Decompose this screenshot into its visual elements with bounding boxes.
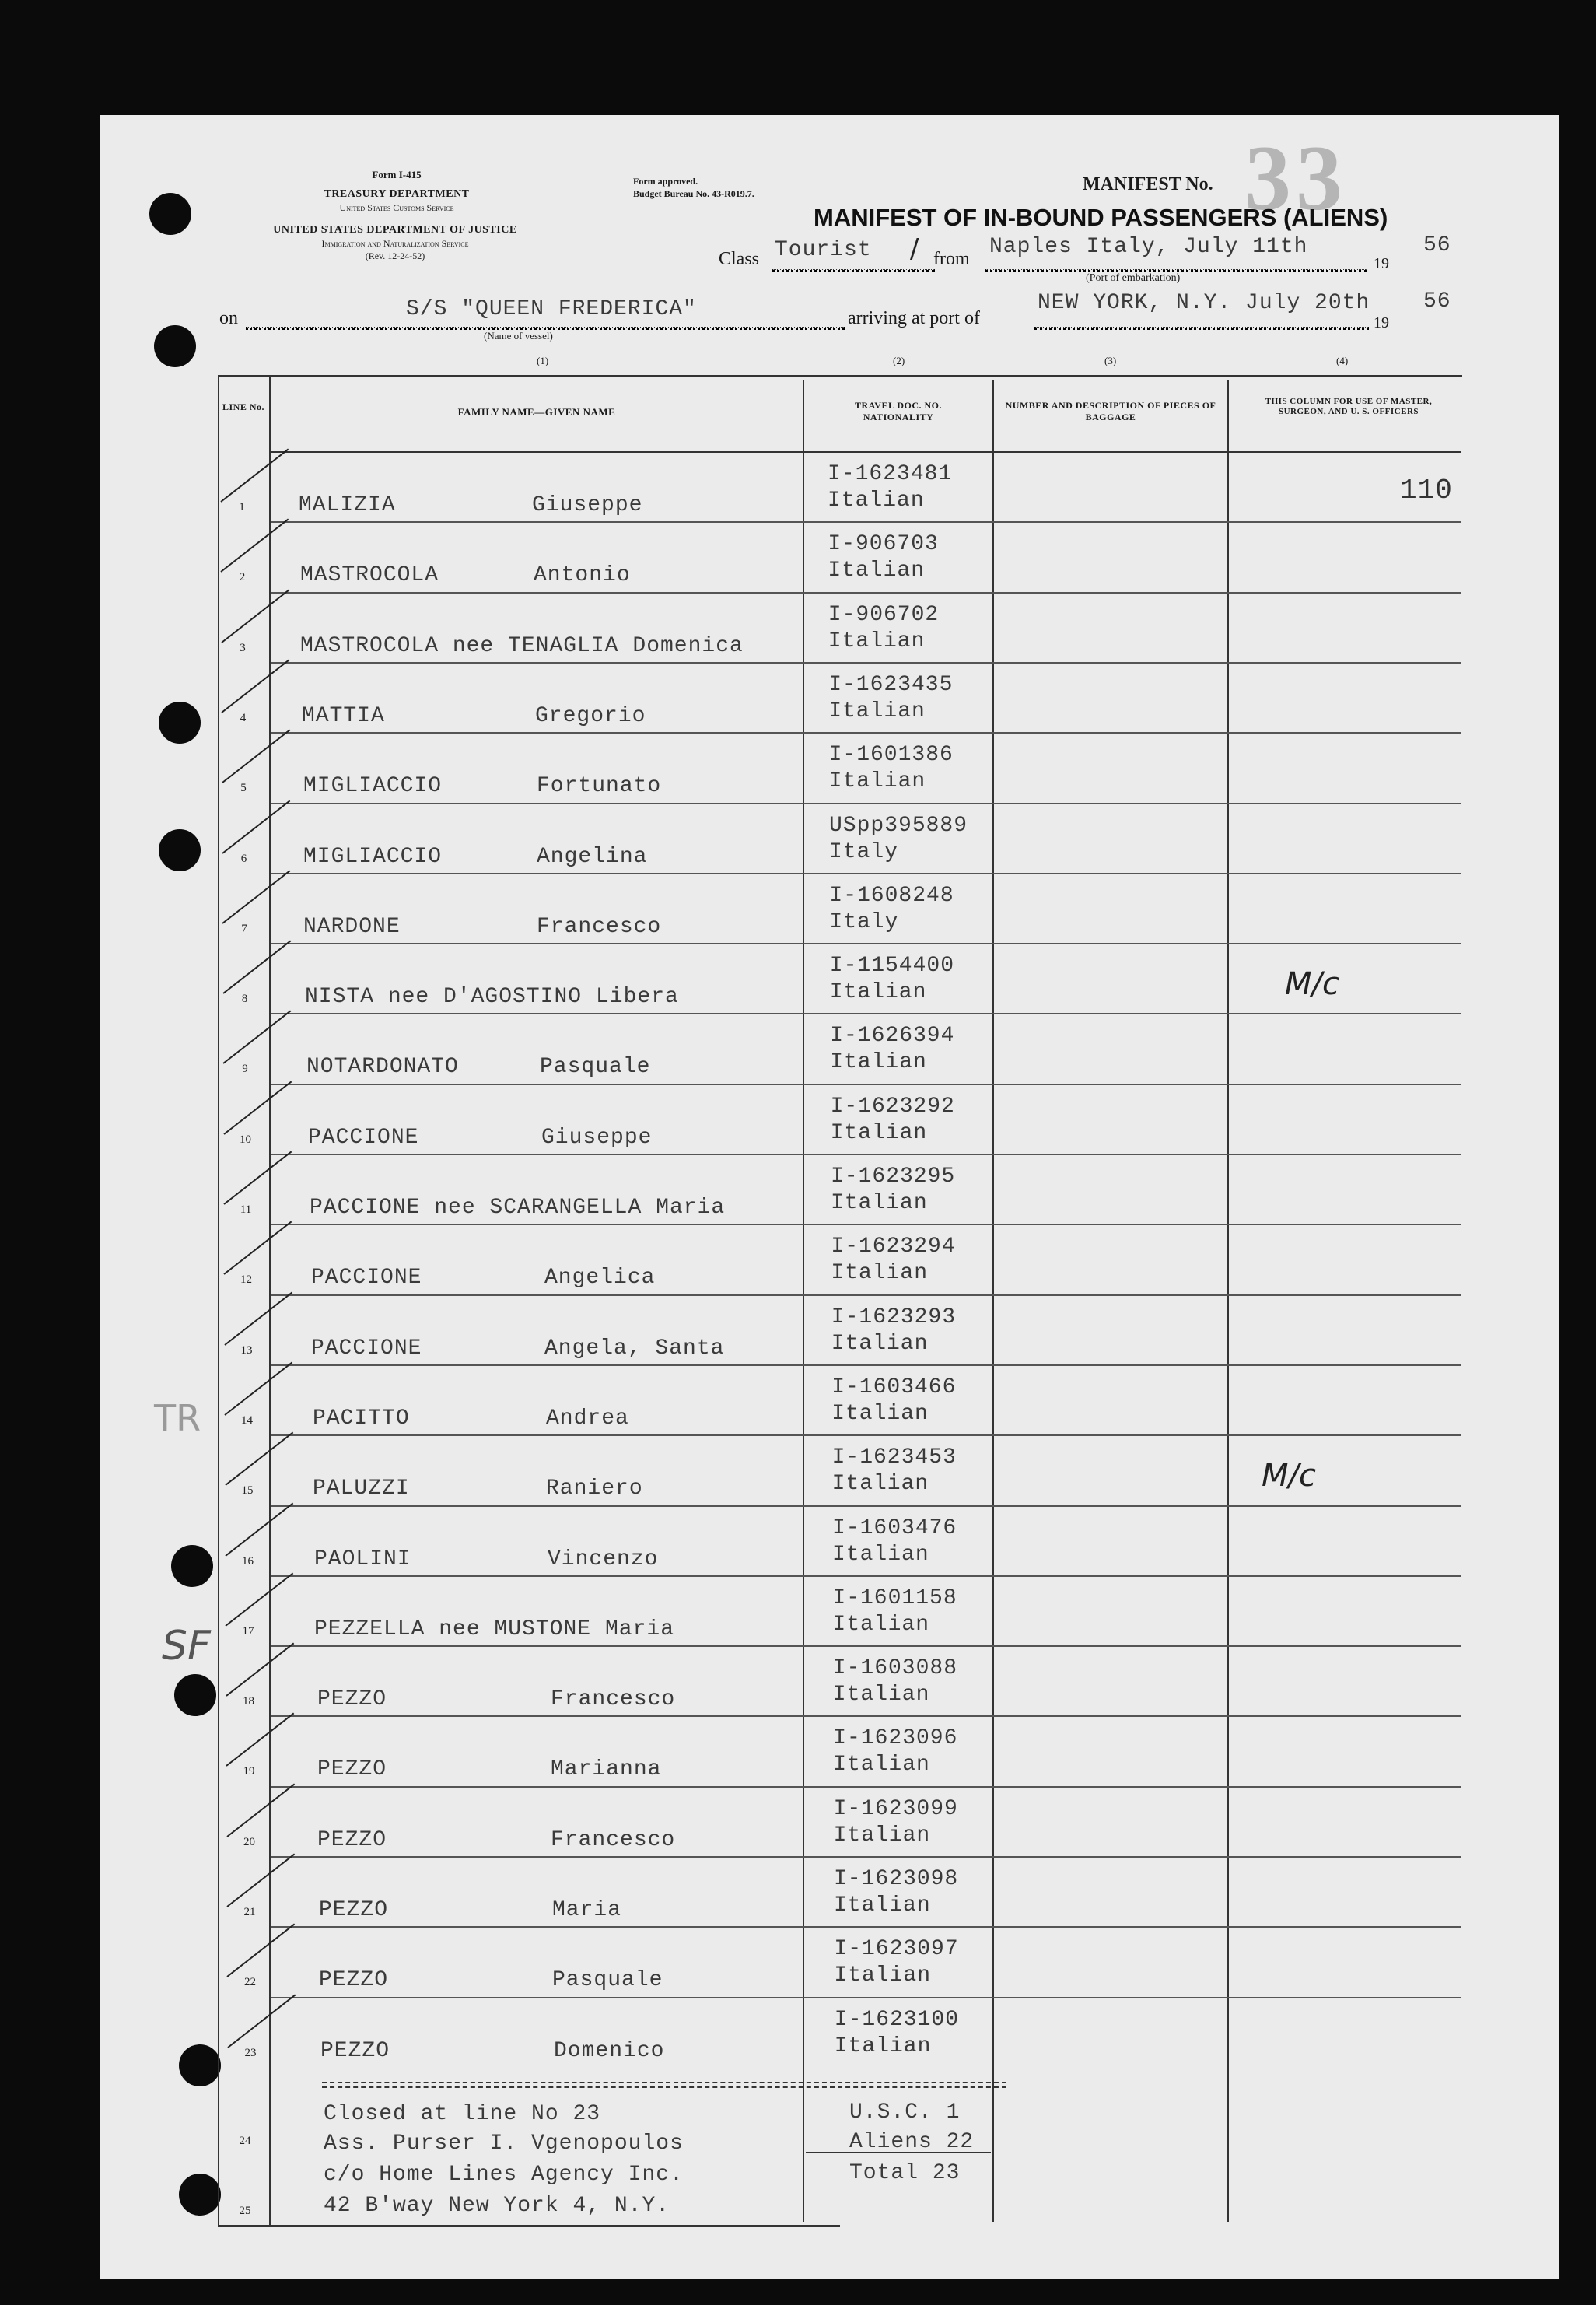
line-number: 8 — [241, 993, 248, 1006]
row-divider — [271, 1575, 1461, 1577]
from-label: from — [933, 249, 970, 269]
customs-service: United States Customs Service — [339, 202, 454, 213]
travel-doc-number: I-1603476 — [832, 1515, 957, 1540]
travel-doc-number: I-906703 — [828, 532, 939, 557]
travel-doc-number: I-1601158 — [832, 1585, 957, 1610]
row-divider — [271, 1364, 1461, 1366]
family-name: MIGLIACCIO — [303, 774, 443, 799]
family-name: PAOLINI — [314, 1547, 411, 1571]
given-name: Giuseppe — [532, 493, 643, 517]
line-number: 7 — [241, 922, 247, 935]
officer-note: 110 — [1400, 475, 1453, 506]
col-num-1: (1) — [537, 355, 549, 366]
travel-doc-number: I-1623292 — [830, 1094, 955, 1119]
year-2: 56 — [1423, 289, 1451, 314]
vessel-label: (Name of vessel) — [484, 330, 553, 342]
travel-doc-number: I-1623481 — [828, 462, 953, 486]
nationality: Italy — [829, 909, 899, 934]
punch-hole — [179, 2174, 221, 2216]
nationality: Italian — [832, 1683, 930, 1708]
given-name: Domenica — [632, 633, 744, 658]
travel-doc-number: I-1154400 — [829, 954, 955, 979]
nationality: Italian — [834, 1893, 931, 1918]
row-divider — [271, 1715, 1461, 1717]
family-name: NARDONE — [303, 914, 401, 939]
row-divider — [271, 1434, 1461, 1436]
nationality: Italian — [828, 489, 925, 513]
line-number: 9 — [242, 1063, 248, 1076]
line-number: 3 — [240, 641, 246, 654]
header-travel-doc: TRAVEL DOC. NO. NATIONALITY — [855, 400, 942, 422]
family-name: MALIZIA — [299, 493, 396, 517]
form-revision: (Rev. 12-24-52) — [365, 250, 425, 261]
travel-doc-number: I-1623099 — [833, 1796, 958, 1821]
year-prefix-2: 19 — [1374, 314, 1389, 331]
line-number: 4 — [240, 711, 247, 724]
col-num-4: (4) — [1336, 355, 1349, 366]
margin-note-sf: SF — [162, 1623, 211, 1669]
row-divider — [271, 943, 1461, 944]
line-number: 12 — [240, 1273, 252, 1287]
nationality: Italian — [832, 1612, 930, 1637]
header-name: FAMILY NAME—GIVEN NAME — [457, 406, 616, 418]
nationality: Italian — [828, 629, 926, 653]
travel-doc-number: I-1601386 — [828, 743, 954, 768]
purser-name: Ass. Purser I. Vgenopoulos — [324, 2132, 684, 2156]
row-divider — [271, 1856, 1461, 1858]
port-embarkation-label: (Port of embarkation) — [1086, 272, 1181, 284]
family-name: NOTARDONATO — [306, 1055, 459, 1080]
row-divider — [271, 1294, 1461, 1296]
family-name: PEZZO — [317, 1757, 387, 1782]
total-count: Total 23 — [849, 2161, 961, 2185]
line-number: 17 — [242, 1624, 254, 1638]
given-name: Fortunato — [537, 774, 662, 799]
nationality: Italian — [830, 1050, 927, 1075]
class-label: Class — [719, 249, 760, 269]
given-name: Raniero — [546, 1477, 643, 1501]
nationality: Italian — [829, 980, 927, 1005]
given-name: Domenico — [554, 2038, 665, 2063]
given-name: Marianna — [551, 1757, 662, 1782]
manifest-title: MANIFEST OF IN-BOUND PASSENGERS (ALIENS) — [814, 204, 1388, 231]
line-number: 1 — [239, 501, 245, 513]
row-divider — [271, 521, 1461, 523]
punch-hole — [179, 2044, 221, 2086]
given-name: Libera — [596, 985, 679, 1010]
form-number: Form I-415 — [372, 169, 422, 180]
slash-mark: / — [910, 233, 919, 264]
arriving-label: arriving at port of — [848, 308, 980, 328]
row-divider — [271, 1505, 1461, 1507]
header-officers: THIS COLUMN FOR USE OF MASTER, SURGEON, AND U. S. OFFICERS — [1265, 397, 1433, 416]
on-label: on — [219, 308, 238, 328]
row-divider — [271, 873, 1461, 874]
line-number: 6 — [240, 852, 247, 865]
line-number: 19 — [243, 1765, 255, 1778]
row-divider — [271, 592, 1461, 594]
line-number: 15 — [241, 1484, 254, 1498]
given-name: Maria — [552, 1898, 622, 1922]
line-number: 10 — [240, 1133, 251, 1146]
family-name: PEZZO — [319, 1898, 389, 1922]
given-name: Pasquale — [552, 1968, 663, 1993]
agency-address: 42 B'way New York 4, N.Y. — [324, 2194, 670, 2218]
family-name: PACCIONE — [311, 1336, 422, 1361]
travel-doc-number: I-1623294 — [831, 1235, 956, 1259]
given-name: Giuseppe — [541, 1125, 653, 1150]
line-number: 20 — [243, 1835, 255, 1848]
given-name: Pasquale — [540, 1055, 651, 1080]
given-name: Vincenzo — [548, 1547, 659, 1571]
row-divider — [271, 1786, 1461, 1788]
given-name: Francesco — [551, 1687, 676, 1712]
travel-doc-number: I-906702 — [828, 602, 940, 627]
officer-note: M/c — [1262, 1458, 1316, 1494]
row-divider — [271, 1645, 1461, 1647]
from-value: Naples Italy, July 11th — [989, 235, 1308, 259]
treasury-dept: TREASURY DEPARTMENT — [324, 188, 470, 200]
manifest-number: 33 — [1244, 126, 1347, 229]
travel-doc-number: I-1623096 — [833, 1726, 958, 1751]
nationality: Italian — [834, 2034, 932, 2058]
arrival-value: NEW YORK, N.Y. July 20th — [1038, 291, 1370, 315]
family-name: PEZZELLA nee MUSTONE — [314, 1617, 592, 1641]
given-name: Andrea — [546, 1406, 629, 1431]
officer-note: M/c — [1285, 966, 1339, 1003]
nationality: Italian — [831, 1191, 928, 1215]
row-divider — [271, 1154, 1461, 1155]
travel-doc-number: I-1623097 — [834, 1937, 959, 1962]
family-name: PACCIONE — [311, 1266, 422, 1291]
aliens-count: Aliens 22 — [849, 2130, 975, 2154]
header-baggage: NUMBER AND DESCRIPTION OF PIECES OF BAGGAGE — [1005, 400, 1216, 422]
line-no-24: 24 — [239, 2135, 251, 2147]
row-divider — [271, 662, 1461, 664]
class-value: Tourist — [775, 238, 872, 262]
nationality: Italian — [834, 1963, 932, 1988]
agency-name: c/o Home Lines Agency Inc. — [324, 2163, 684, 2187]
usc-count: U.S.C. 1 — [849, 2100, 961, 2125]
row-divider — [271, 803, 1461, 804]
row-divider — [271, 1997, 1461, 1998]
line-number: 16 — [242, 1554, 254, 1568]
given-name: Angela, Santa — [544, 1336, 725, 1361]
travel-doc-number: I-1623100 — [834, 2007, 960, 2032]
punch-hole — [159, 702, 201, 744]
travel-doc-number: I-1623295 — [831, 1165, 956, 1189]
nationality: Italian — [831, 1472, 929, 1497]
nationality: Italian — [831, 1331, 929, 1356]
line-number: 22 — [244, 1976, 256, 1989]
nationality: Italian — [833, 1753, 930, 1778]
row-divider — [271, 1224, 1461, 1225]
manifest-no-label: MANIFEST No. — [1083, 174, 1213, 194]
family-name: PEZZO — [317, 1827, 387, 1852]
given-name: Angelica — [544, 1266, 656, 1291]
travel-doc-number: I-1623293 — [831, 1305, 957, 1329]
nationality: Italian — [828, 559, 926, 583]
col-num-3: (3) — [1104, 355, 1117, 366]
nationality: Italian — [828, 699, 926, 723]
travel-doc-number: I-1608248 — [829, 883, 954, 908]
line-number: 23 — [244, 2046, 257, 2059]
family-name: PEZZO — [319, 1968, 389, 1993]
travel-doc-number: I-1623435 — [828, 672, 954, 697]
travel-doc-number: I-1626394 — [830, 1024, 955, 1049]
travel-doc-number: USpp395889 — [829, 813, 968, 838]
given-name: Maria — [656, 1196, 726, 1220]
row-divider — [271, 732, 1461, 734]
budget-bureau: Budget Bureau No. 43-R019.7. — [633, 188, 754, 199]
family-name: PEZZO — [317, 1687, 387, 1712]
line-number: 18 — [243, 1695, 254, 1708]
given-name: Gregorio — [535, 703, 646, 728]
travel-doc-number: I-1623453 — [831, 1445, 957, 1470]
col-num-2: (2) — [893, 355, 905, 366]
punch-hole — [149, 193, 191, 235]
row-divider — [271, 1084, 1461, 1085]
family-name: MIGLIACCIO — [303, 844, 443, 869]
form-approved: Form approved. — [633, 176, 698, 187]
nationality: Italian — [833, 1823, 931, 1848]
given-name: Angelina — [537, 844, 648, 869]
travel-doc-number: I-1623098 — [834, 1867, 959, 1891]
nationality: Italian — [832, 1542, 929, 1567]
punch-hole — [154, 325, 196, 367]
nationality: Italian — [828, 769, 926, 794]
header-line-no: LINE No. — [222, 401, 264, 412]
given-name: Francesco — [551, 1827, 676, 1852]
line-number: 5 — [240, 782, 247, 795]
punch-hole — [174, 1674, 216, 1716]
year-prefix-1: 19 — [1374, 255, 1389, 272]
closed-at-line: Closed at line No 23 — [324, 2102, 601, 2126]
year-1: 56 — [1423, 233, 1451, 257]
family-name: PALUZZI — [313, 1477, 410, 1501]
ins-service: Immigration and Naturalization Service — [321, 238, 469, 249]
nationality: Italian — [831, 1401, 929, 1426]
line-number: 2 — [239, 571, 246, 584]
family-name: PACCIONE — [308, 1125, 419, 1150]
travel-doc-number: I-1603466 — [831, 1375, 957, 1399]
line-number: 13 — [240, 1343, 253, 1357]
justice-dept: UNITED STATES DEPARTMENT OF JUSTICE — [273, 224, 517, 236]
margin-note-tr: TR — [154, 1397, 201, 1439]
vessel-name: S/S "QUEEN FREDERICA" — [406, 297, 697, 321]
line-no-25: 25 — [239, 2205, 251, 2217]
line-number: 21 — [243, 1906, 256, 1918]
family-name: MASTROCOLA — [300, 563, 439, 588]
family-name: MATTIA — [302, 703, 385, 728]
family-name: PACITTO — [313, 1406, 410, 1431]
nationality: Italy — [829, 839, 899, 864]
punch-hole — [171, 1545, 213, 1587]
line-number: 11 — [240, 1203, 252, 1216]
travel-doc-number: I-1603088 — [832, 1656, 958, 1681]
family-name: NISTA nee D'AGOSTINO — [305, 985, 583, 1010]
given-name: Francesco — [537, 914, 662, 939]
row-divider — [271, 1926, 1461, 1928]
family-name: PEZZO — [320, 2038, 390, 2063]
punch-hole — [159, 829, 201, 871]
given-name: Maria — [605, 1617, 675, 1641]
table-top-rule — [218, 375, 1462, 377]
row-divider — [271, 1013, 1461, 1014]
family-name: PACCIONE nee SCARANGELLA — [310, 1196, 642, 1220]
nationality: Italian — [831, 1261, 929, 1286]
given-name: Antonio — [534, 563, 631, 588]
family-name: MASTROCOLA nee TENAGLIA — [300, 633, 619, 658]
line-number: 14 — [241, 1413, 253, 1427]
nationality: Italian — [830, 1120, 928, 1145]
